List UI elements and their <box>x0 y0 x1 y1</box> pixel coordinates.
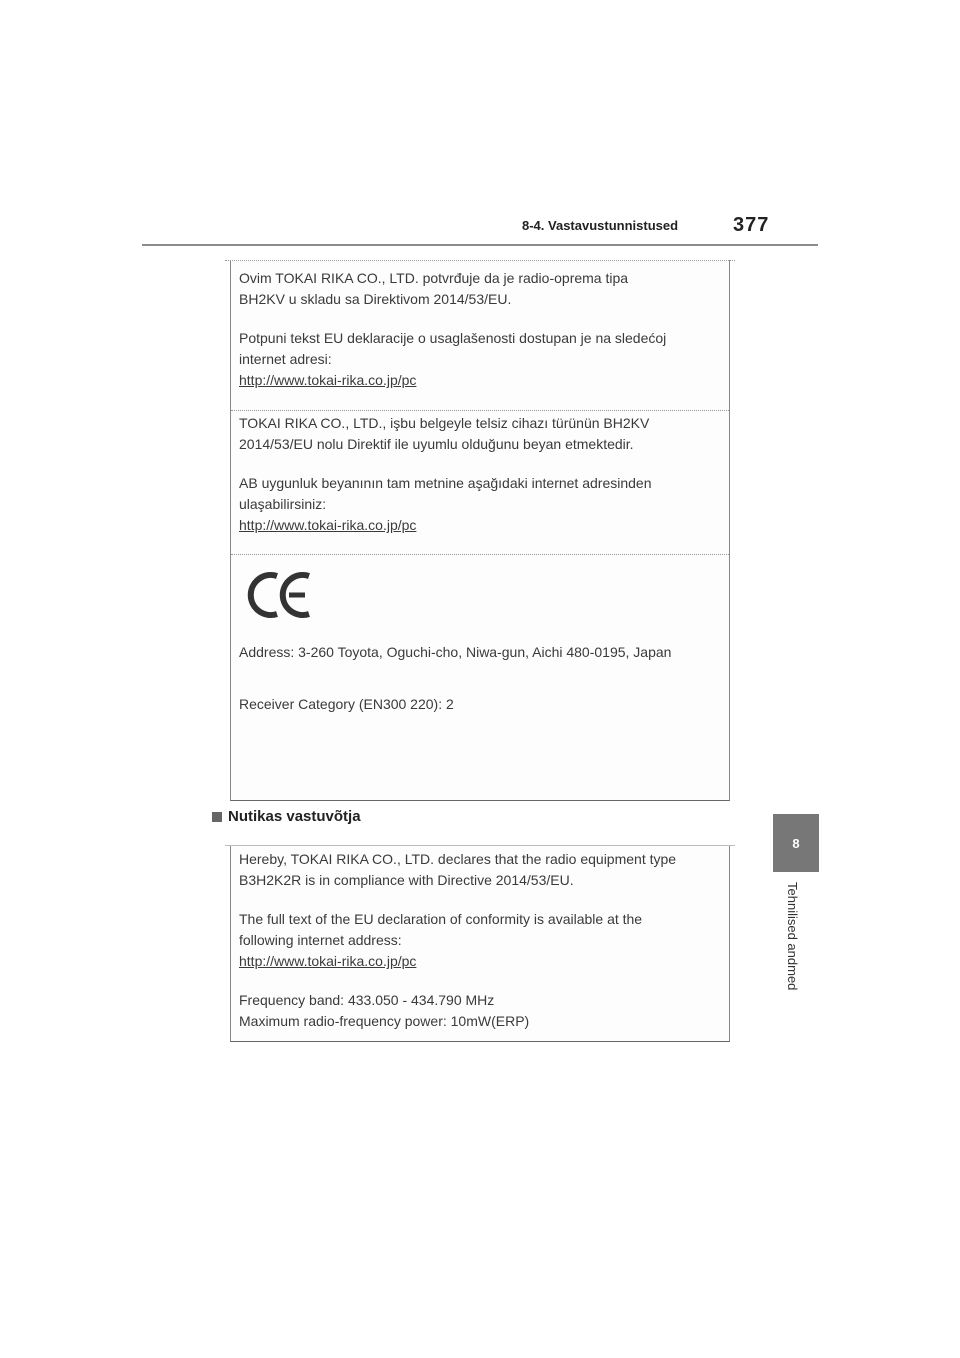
english-declaration <box>239 849 721 1032</box>
text-line: The full text of the EU declaration of conformity is available at the <box>239 911 643 927</box>
declaration-scan-2 <box>230 845 730 1042</box>
text-line: Hereby, TOKAI RIKA CO., LTD. declares that the radio equipment type <box>239 851 677 867</box>
declaration-link[interactable]: http://www.tokai-rika.co.jp/pc <box>239 953 417 969</box>
text-line: BH2KV u skladu sa Direktivom 2014/53/EU. <box>239 291 512 307</box>
declaration-link[interactable]: http://www.tokai-rika.co.jp/pc <box>239 517 417 533</box>
section-divider <box>231 410 729 411</box>
page-number: 377 <box>733 214 770 236</box>
turkish-declaration <box>239 413 721 536</box>
frequency-band: Frequency band: 433.050 - 434.790 MHz <box>239 992 495 1008</box>
bullet-square-icon <box>212 812 222 822</box>
declaration-scan-1 <box>230 260 730 801</box>
section-title: 8-4. Vastavustunnistused <box>522 218 679 233</box>
section-heading <box>212 808 361 825</box>
text-line: internet adresi: <box>239 351 332 367</box>
manufacturer-address: Address: 3-260 Toyota, Oguchi-cho, Niwa-gun, Aichi 480-0195, Japan <box>239 644 672 660</box>
declaration-link[interactable]: http://www.tokai-rika.co.jp/pc <box>239 372 417 388</box>
chapter-tab: 8 <box>773 814 819 872</box>
text-line: Potpuni tekst EU deklaracije o usaglašenosti dostupan je na sledećoj <box>239 330 667 346</box>
max-power: Maximum radio-frequency power: 10mW(ERP) <box>239 1013 530 1029</box>
receiver-category: Receiver Category (EN300 220): 2 <box>239 696 454 712</box>
header-divider <box>142 244 818 246</box>
text-line: following internet address: <box>239 932 402 948</box>
text-line: Ovim TOKAI RIKA CO., LTD. potvrđuje da je radio-oprema tipa <box>239 270 629 286</box>
section-divider <box>231 554 729 555</box>
text-line: 2014/53/EU nolu Direktif ile uyumlu olduğunu beyan etmektedir. <box>239 436 634 452</box>
chapter-label: Tehnilised andmed <box>785 882 800 991</box>
text-line: TOKAI RIKA CO., LTD., işbu belgeyle telsiz cihazı türünün BH2KV <box>239 415 650 431</box>
text-line: AB uygunluk beyanının tam metnine aşağıdaki internet adresinden <box>239 475 652 491</box>
croatian-declaration <box>239 268 721 391</box>
text-line: B3H2K2R is in compliance with Directive 2014/53/EU. <box>239 872 574 888</box>
section-heading-text: Nutikas vastuvõtja <box>228 808 361 825</box>
ce-mark-icon <box>247 570 317 620</box>
text-line: ulaşabilirsiniz: <box>239 496 327 512</box>
